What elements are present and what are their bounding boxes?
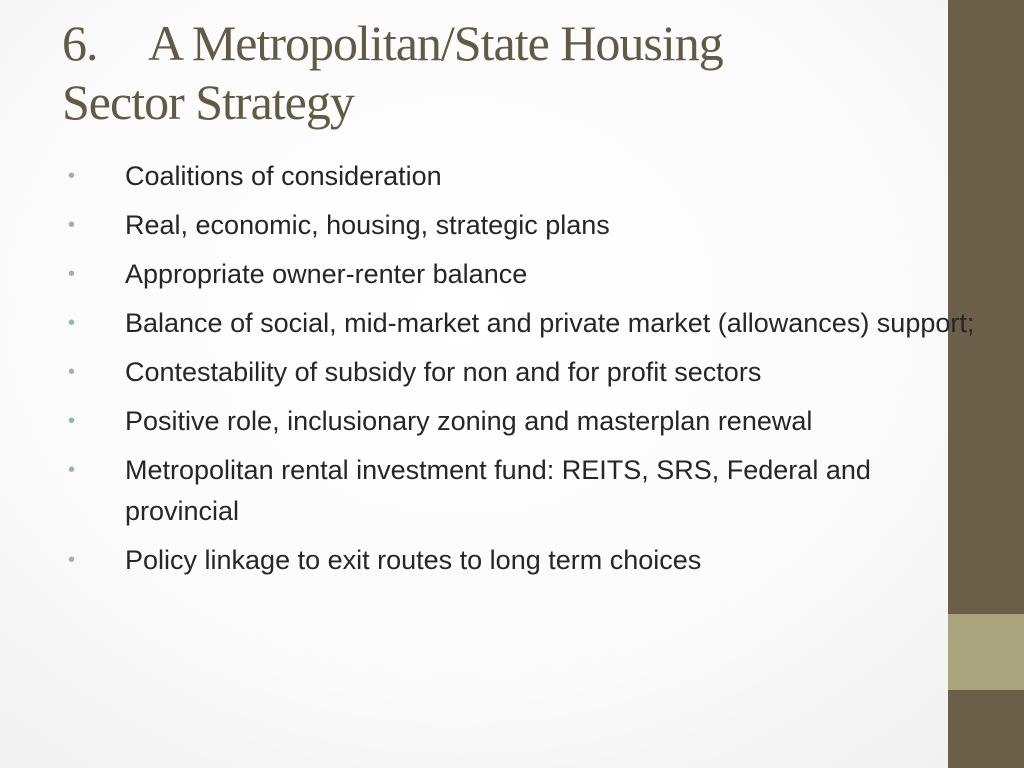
- bullet-text: Positive role, inclusionary zoning and masterplan renewal: [125, 406, 813, 436]
- bullet-item: [62, 156, 992, 197]
- bullet-marker: •: [68, 263, 76, 285]
- bullet-item: [62, 450, 992, 532]
- bullet-text: Balance of social, mid-market and private market (allowances) support;: [125, 308, 975, 338]
- bullet-marker: •: [68, 459, 76, 481]
- bullet-marker: •: [68, 410, 76, 432]
- title-number: 6.: [62, 15, 98, 71]
- bullet-text: Metropolitan rental investment fund: REITS, SRS, Federal and provincial: [125, 455, 871, 526]
- bullet-item: [62, 540, 992, 581]
- bullet-item: [62, 352, 992, 393]
- bullet-text: Appropriate owner-renter balance: [125, 259, 528, 289]
- title-line-1: A Metropolitan/State Housing: [148, 15, 723, 71]
- bullet-marker: •: [68, 312, 76, 334]
- bullet-marker: •: [68, 549, 76, 571]
- bullet-text: Real, economic, housing, strategic plans: [125, 210, 610, 240]
- bullet-text: Contestability of subsidy for non and for profit sectors: [125, 357, 762, 387]
- slide-title: [62, 14, 942, 132]
- bullet-item: [62, 205, 992, 246]
- bullet-marker: •: [68, 361, 76, 383]
- bullet-item: [62, 401, 992, 442]
- bullet-marker: •: [68, 165, 76, 187]
- bullet-item: [62, 303, 992, 344]
- bullet-item: [62, 254, 992, 295]
- bullet-text: Coalitions of consideration: [125, 161, 442, 191]
- bullet-marker: •: [68, 214, 76, 236]
- title-line-2: Sector Strategy: [62, 74, 354, 130]
- bullet-list: [62, 156, 992, 589]
- side-accent-square: [948, 614, 1024, 690]
- bullet-text: Policy linkage to exit routes to long term choices: [125, 545, 702, 575]
